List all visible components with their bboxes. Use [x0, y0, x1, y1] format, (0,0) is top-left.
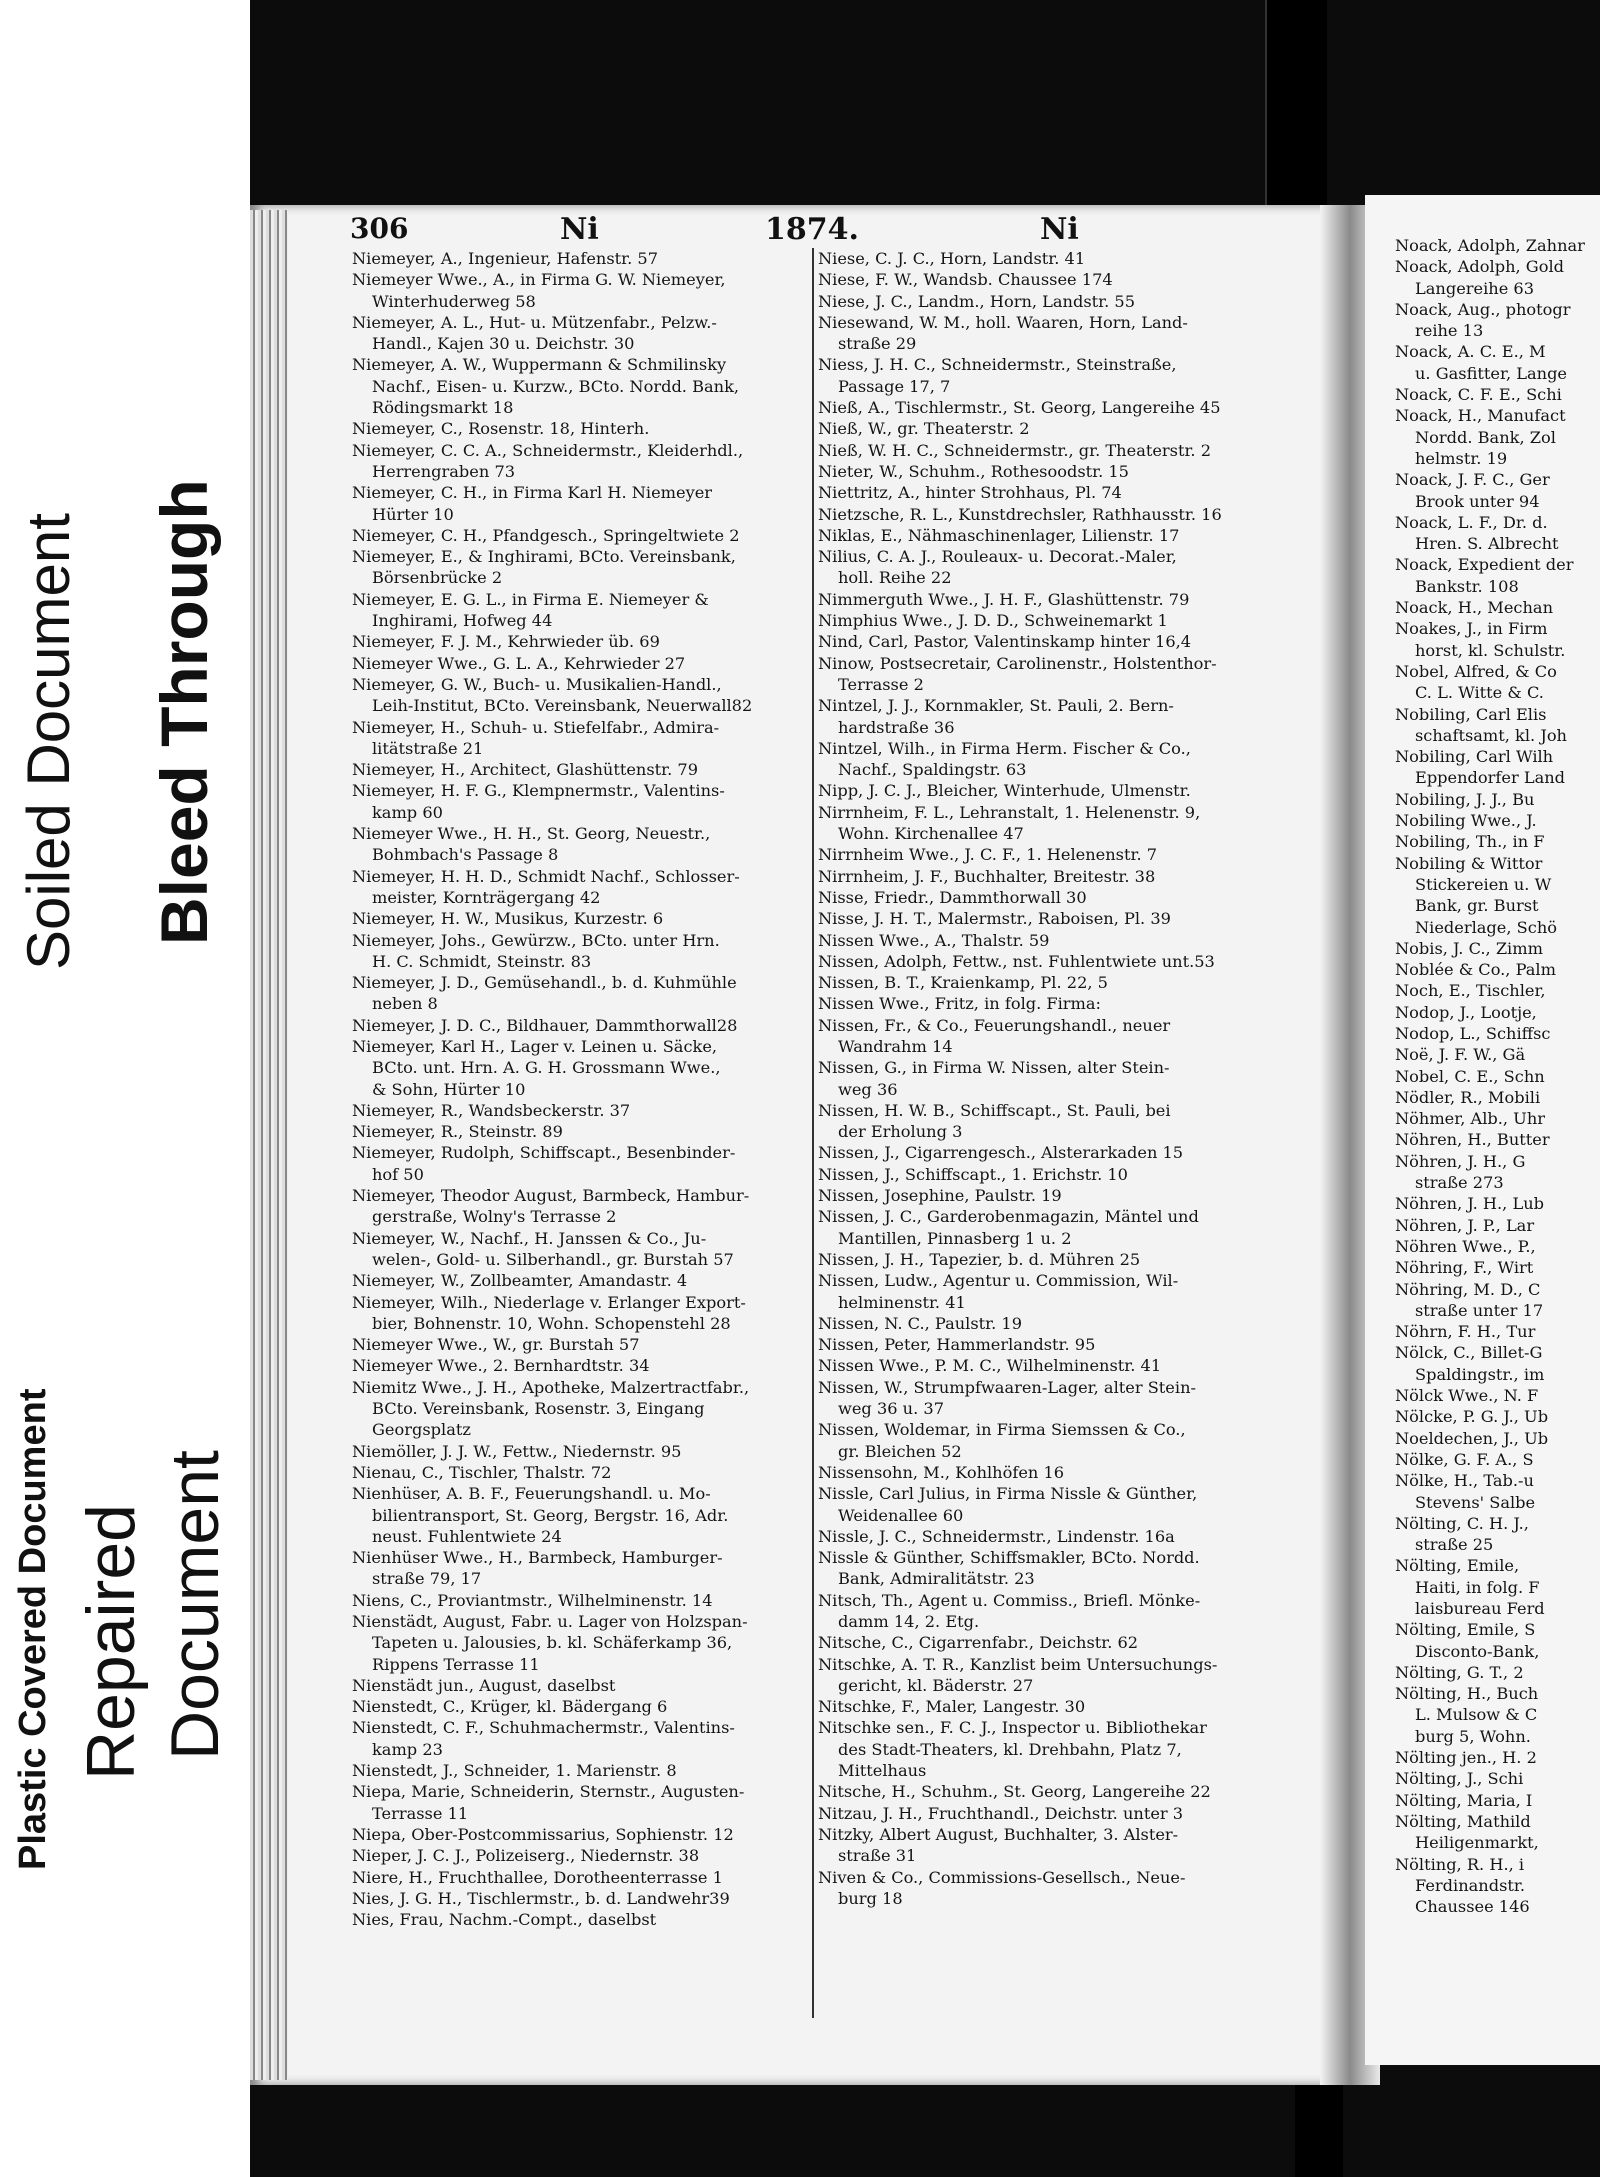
directory-entry-continuation: Nachf., Eisen- u. Kurzw., BCto. Nordd. Bank,	[372, 376, 740, 396]
directory-entry: Noack, Aug., photogr	[1395, 299, 1571, 319]
directory-entry: Nitschke, A. T. R., Kanzlist beim Untersuchungs-	[818, 1654, 1218, 1674]
directory-entry: Nilius, C. A. J., Rouleaux- u. Decorat.-Maler,	[818, 547, 1177, 567]
directory-entry-continuation: Börsenbrücke 2	[372, 568, 503, 588]
directory-entry: Niemeyer, C., Rosenstr. 18, Hinterh.	[352, 419, 650, 439]
directory-entry: Nissle, J. C., Schneidermstr., Lindenstr. 16a	[818, 1526, 1175, 1546]
directory-entry: Noack, H., Mechan	[1395, 598, 1554, 618]
directory-entry: Niemeyer, A., Ingenieur, Hafenstr. 57	[352, 249, 658, 268]
directory-entry-continuation: Hren. S. Albrecht	[1415, 534, 1559, 554]
directory-entry: Niemeyer, E., & Inghirami, BCto. Vereinsbank,	[352, 547, 736, 567]
directory-entry: Noack, Adolph, Zahnar	[1395, 236, 1585, 255]
directory-entry: Nobiling, Th., in F	[1395, 832, 1545, 852]
directory-entry: Nobiling Wwe., J.	[1395, 811, 1537, 831]
directory-entry: Nissen, J. H., Tapezier, b. d. Mühren 25	[818, 1249, 1141, 1269]
binder-clip-top	[1265, 0, 1327, 210]
directory-entry-continuation: Ferdinandstr.	[1415, 1875, 1525, 1895]
directory-entry: Nölting, Mathild	[1395, 1811, 1531, 1831]
directory-entry: Nissen Wwe., Fritz, in folg. Firma:	[818, 994, 1102, 1014]
directory-entry-continuation: helminenstr. 41	[838, 1292, 966, 1312]
header-right-tag: Ni	[1040, 212, 1079, 247]
directory-column-middle	[818, 248, 1288, 2048]
column-divider	[812, 248, 814, 2018]
directory-entry: Noack, H., Manufact	[1395, 406, 1566, 426]
directory-entry: Nissen, N. C., Paulstr. 19	[818, 1313, 1022, 1333]
directory-entry-continuation: bilientransport, St. Georg, Bergstr. 16, Adr.	[372, 1505, 729, 1525]
directory-entry: Nobiling, Carl Elis	[1395, 704, 1547, 724]
directory-entry: Nodop, J., Lootje,	[1395, 1002, 1537, 1022]
directory-entry: Nölting, C. H. J.,	[1395, 1513, 1529, 1533]
directory-entry-continuation: des Stadt-Theaters, kl. Drehbahn, Platz 7,	[838, 1739, 1182, 1759]
directory-entry: Nodop, L., Schiffsc	[1395, 1023, 1551, 1043]
directory-entry: Nintzel, J. J., Kornmakler, St. Pauli, 2. Bern-	[818, 696, 1174, 716]
directory-entry: Niemeyer, W., Zollbeamter, Amandastr. 4	[352, 1271, 688, 1291]
directory-entry: Niemeyer, Wilh., Niederlage v. Erlanger Export-	[352, 1292, 746, 1312]
directory-entry: Nöhrn, F. H., Tur	[1395, 1322, 1536, 1342]
directory-entry: Nisse, J. H. T., Malermstr., Raboisen, Pl. 39	[818, 909, 1171, 929]
directory-entry-continuation: litätstraße 21	[372, 738, 484, 758]
directory-entry-continuation: Mantillen, Pinnasberg 1 u. 2	[838, 1228, 1072, 1248]
page-number: 306	[350, 212, 409, 245]
directory-entry: Niemeyer, G. W., Buch- u. Musikalien-Handl.,	[352, 674, 722, 694]
directory-entry: Nienstädt jun., August, daselbst	[352, 1675, 616, 1695]
directory-entry: Niemeyer, Rudolph, Schiffscapt., Besenbinder-	[352, 1143, 736, 1163]
directory-entry-continuation: straße unter 17	[1415, 1300, 1544, 1320]
directory-entry: Niemeyer, W., Nachf., H. Janssen & Co., Ju-	[352, 1228, 707, 1248]
directory-entry: Nissle & Günther, Schiffsmakler, BCto. Nordd.	[818, 1548, 1200, 1568]
directory-entry-continuation: straße 273	[1415, 1173, 1504, 1193]
directory-entry-continuation: Winterhuderweg 58	[372, 291, 536, 311]
directory-entry: Niemeyer, A. W., Wuppermann & Schmilinsky	[352, 355, 727, 375]
directory-entry-continuation: Bohmbach's Passage 8	[372, 845, 559, 865]
directory-column-left	[352, 248, 810, 2048]
directory-entry-continuation: H. C. Schmidt, Steinstr. 83	[372, 951, 592, 971]
directory-entry: Nissen, Ludw., Agentur u. Commission, Wil-	[818, 1271, 1179, 1291]
directory-entry-continuation: schaftsamt, kl. Joh	[1415, 725, 1567, 745]
directory-entry: Niemeyer, Theodor August, Barmbeck, Hambur-	[352, 1186, 750, 1206]
directory-entry: Niemeyer Wwe., G. L. A., Kehrwieder 27	[352, 653, 686, 673]
directory-entry: Nölting, J., Schi	[1395, 1769, 1524, 1789]
directory-entry: Niettritz, A., hinter Strohhaus, Pl. 74	[818, 483, 1122, 503]
directory-entry-continuation: L. Mulsow & C	[1415, 1705, 1538, 1725]
directory-entry-continuation: Disconto-Bank,	[1415, 1641, 1540, 1661]
directory-entry: Nieß, A., Tischlermstr., St. Georg, Langereihe 45	[818, 398, 1221, 418]
directory-entry: Noch, E., Tischler,	[1395, 981, 1546, 1001]
directory-entry: Noack, Adolph, Gold	[1395, 257, 1564, 277]
directory-entry: Nipp, J. C. J., Bleicher, Winterhude, Ulmenstr.	[818, 781, 1191, 801]
directory-entry-continuation: gr. Bleichen 52	[838, 1441, 962, 1461]
directory-entry-continuation: Niederlage, Schö	[1415, 917, 1557, 937]
directory-entry: Nobiling & Wittor	[1395, 853, 1543, 873]
directory-entry: Nitzky, Albert August, Buchhalter, 3. Alster-	[818, 1824, 1179, 1844]
directory-entry: Noë, J. F. W., Gä	[1395, 1045, 1526, 1065]
directory-entry: Niemeyer, A. L., Hut- u. Mützenfabr., Pelzw.-	[352, 312, 717, 332]
directory-entry-continuation: Eppendorfer Land	[1415, 768, 1566, 788]
directory-entry: Niemeyer, J. D. C., Bildhauer, Dammthorwall28	[352, 1015, 738, 1035]
directory-entry: Nissen, J., Cigarrengesch., Alsterarkaden 15	[818, 1143, 1184, 1163]
directory-entry-continuation: laisbureau Ferd	[1415, 1599, 1545, 1618]
directory-entry-continuation: BCto. unt. Hrn. A. G. H. Grossmann Wwe.,	[372, 1058, 721, 1078]
directory-entry: Nöhring, F., Wirt	[1395, 1258, 1534, 1278]
page-edges	[250, 210, 288, 2080]
directory-entry-continuation: neben 8	[372, 994, 438, 1014]
directory-entry-continuation: gericht, kl. Bäderstr. 27	[838, 1675, 1034, 1695]
directory-entry: Niemeyer, E. G. L., in Firma E. Niemeyer &	[352, 589, 709, 609]
directory-entry-continuation: Herrengraben 73	[372, 461, 516, 481]
directory-entry: Nölting, Emile, S	[1395, 1620, 1536, 1640]
directory-entry: Niemeyer, H., Schuh- u. Stiefelfabr., Admira-	[352, 717, 720, 737]
label-bleed-through: Bleed Through	[147, 479, 221, 945]
directory-entry: Nienau, C., Tischler, Thalstr. 72	[352, 1462, 612, 1482]
directory-entry: Nitschke, F., Maler, Langestr. 30	[818, 1697, 1086, 1717]
directory-entry: Ninow, Postsecretair, Carolinenstr., Holstenthor-	[818, 653, 1217, 673]
directory-entry-continuation: Leih-Institut, BCto. Vereinsbank, Neuerwall82	[372, 696, 753, 716]
directory-entry: Nietzsche, R. L., Kunstdrechsler, Rathhausstr. 16	[818, 504, 1222, 524]
directory-entry: Niese, C. J. C., Horn, Landstr. 41	[818, 249, 1086, 268]
directory-entry-continuation: Stickereien u. W	[1415, 874, 1552, 894]
directory-entry: Nitsche, H., Schuhm., St. Georg, Langereihe 22	[818, 1782, 1211, 1802]
directory-entry: Niess, J. H. C., Schneidermstr., Steinstraße,	[818, 355, 1177, 375]
directory-entry-continuation: Bankstr. 108	[1415, 576, 1519, 596]
directory-entry: Nöhren, J. P., Lar	[1395, 1215, 1535, 1235]
directory-entry: Niemeyer, Johs., Gewürzw., BCto. unter Hrn.	[352, 930, 720, 950]
directory-entry: Nölck, C., Billet-G	[1395, 1343, 1543, 1363]
directory-entry: Nöhren Wwe., P.,	[1395, 1236, 1536, 1256]
directory-entry-continuation: straße 25	[1415, 1535, 1494, 1555]
directory-entry-continuation: straße 31	[838, 1846, 917, 1866]
label-soiled-document: Soiled Document	[15, 513, 82, 970]
directory-entry: Nobis, J. C., Zimm	[1395, 938, 1543, 958]
directory-entry: Nissen, G., in Firma W. Nissen, alter Stein-	[818, 1058, 1170, 1078]
directory-entry: Noeldechen, J., Ub	[1395, 1428, 1549, 1448]
directory-entry: Niepa, Ober-Postcommissarius, Sophienstr. 12	[352, 1824, 734, 1844]
directory-entry: Nöhren, J. H., Lub	[1395, 1194, 1544, 1214]
page-header	[350, 212, 1280, 247]
directory-entry: Nölting jen., H. 2	[1395, 1748, 1537, 1768]
directory-entry: Noack, Expedient der	[1395, 555, 1574, 575]
directory-entry: Nimmerguth Wwe., J. H. F., Glashüttenstr. 79	[818, 589, 1190, 609]
directory-entry: Noack, J. F. C., Ger	[1395, 470, 1550, 490]
directory-entry: Nienstedt, C. F., Schuhmachermstr., Valentins-	[352, 1718, 735, 1738]
header-year: 1874.	[765, 212, 859, 247]
directory-entry-continuation: Stevens' Salbe	[1415, 1492, 1536, 1512]
directory-entry-continuation: Heiligenmarkt,	[1415, 1833, 1539, 1853]
directory-entry-continuation: welen-, Gold- u. Silberhandl., gr. Burstah 57	[372, 1249, 734, 1269]
directory-entry: Nöhring, M. D., C	[1395, 1279, 1541, 1299]
directory-entry-continuation: straße 79, 17	[372, 1569, 482, 1589]
directory-entry: Nölck Wwe., N. F	[1395, 1386, 1539, 1406]
directory-entry: Nöhren, J. H., G	[1395, 1151, 1526, 1171]
directory-column-right	[1395, 235, 1600, 2055]
directory-entry: Niven & Co., Commissions-Gesellsch., Neue-	[818, 1867, 1186, 1887]
directory-entry-continuation: bier, Bohnenstr. 10, Wohn. Schopenstehl 28	[372, 1313, 731, 1333]
directory-entry: Nissen, Woldemar, in Firma Siemssen & Co.,	[818, 1420, 1186, 1440]
directory-entry: Nissen Wwe., A., Thalstr. 59	[818, 930, 1050, 950]
directory-entry-continuation: horst, kl. Schulstr.	[1415, 640, 1566, 660]
directory-entry-continuation: Wohn. Kirchenallee 47	[838, 824, 1024, 844]
directory-entry: Nimphius Wwe., J. D. D., Schweinemarkt 1	[818, 611, 1168, 631]
directory-entry: Nissen, J. C., Garderobenmagazin, Mäntel und	[818, 1207, 1199, 1227]
directory-entry: Nölke, G. F. A., S	[1395, 1449, 1534, 1469]
directory-entry-continuation: Rippens Terrasse 11	[372, 1654, 540, 1674]
directory-entry-continuation: & Sohn, Hürter 10	[372, 1079, 526, 1099]
directory-entry-continuation: meister, Kornträgergang 42	[372, 887, 601, 907]
directory-entry-continuation: der Erholung 3	[838, 1122, 963, 1142]
directory-entry-continuation: weg 36 u. 37	[838, 1399, 945, 1419]
directory-entry: Nobiling, Carl Wilh	[1395, 747, 1554, 767]
directory-entry: Nödler, R., Mobili	[1395, 1087, 1541, 1107]
directory-entry-continuation: Nordd. Bank, Zol	[1415, 427, 1556, 447]
directory-entry: Niklas, E., Nähmaschinenlager, Lilienstr. 17	[818, 525, 1180, 545]
directory-entry-continuation: Hürter 10	[372, 504, 454, 524]
directory-entry: Nissen, H. W. B., Schiffscapt., St. Pauli, bei	[818, 1100, 1171, 1120]
directory-entry: Niemeyer Wwe., H. H., St. Georg, Neuestr.,	[352, 824, 711, 844]
directory-entry-continuation: Bank, gr. Burst	[1415, 896, 1539, 916]
label-plastic-covered: Plastic Covered Document	[12, 1388, 54, 1870]
directory-entry-continuation: BCto. Vereinsbank, Rosenstr. 3, Eingang	[372, 1399, 705, 1419]
directory-entry: Nieter, W., Schuhm., Rothesoodstr. 15	[818, 461, 1129, 481]
directory-entry: Nies, Frau, Nachm.-Compt., daselbst	[352, 1910, 657, 1930]
directory-entry: Nissen, J., Schiffscapt., 1. Erichstr. 10	[818, 1164, 1128, 1184]
directory-entry-continuation: reihe 13	[1415, 321, 1484, 341]
directory-entry: Niemeyer Wwe., W., gr. Burstah 57	[352, 1335, 640, 1355]
directory-entry: Nieper, J. C. J., Polizeiserg., Niedernstr. 38	[352, 1846, 700, 1866]
label-repaired: Repaired	[73, 1504, 149, 1780]
directory-entry-continuation: Brook unter 94	[1415, 491, 1540, 511]
directory-entry: Nölting, Emile,	[1395, 1556, 1520, 1576]
directory-entry: Niemeyer, C. C. A., Schneidermstr., Kleiderhdl.,	[352, 440, 744, 460]
directory-entry: Niese, F. W., Wandsb. Chaussee 174	[818, 270, 1113, 290]
directory-entry-continuation: C. L. Witte & C.	[1415, 683, 1544, 703]
directory-entry-continuation: Weidenallee 60	[838, 1505, 964, 1525]
directory-entry-continuation: hof 50	[372, 1164, 424, 1184]
directory-entry: Nitsch, Th., Agent u. Commiss., Briefl. Mönke-	[818, 1590, 1201, 1610]
directory-entry: Niemeyer, R., Wandsbeckerstr. 37	[352, 1100, 631, 1120]
directory-entry-continuation: u. Gasfitter, Lange	[1415, 363, 1568, 383]
directory-entry: Nitsche, C., Cigarrenfabr., Deichstr. 62	[818, 1633, 1139, 1653]
directory-entry: Niemeyer, H., Architect, Glashüttenstr. 79	[352, 760, 699, 780]
directory-entry-continuation: burg 5, Wohn.	[1415, 1726, 1531, 1746]
directory-entry-continuation: Handl., Kajen 30 u. Deichstr. 30	[372, 334, 635, 354]
directory-entry: Nissen, Adolph, Fettw., nst. Fuhlentwiete unt.53	[818, 951, 1215, 971]
directory-entry-continuation: neust. Fuhlentwiete 24	[372, 1526, 562, 1546]
directory-entry: Niens, C., Proviantmstr., Wilhelminenstr. 14	[352, 1590, 713, 1610]
directory-entry: Niemitz Wwe., J. H., Apotheke, Malzertractfabr.,	[352, 1377, 750, 1397]
directory-entry-continuation: burg 18	[838, 1888, 903, 1908]
directory-entry-continuation: Tapeten u. Jalousies, b. kl. Schäferkamp 36,	[372, 1633, 733, 1653]
directory-entry: Nissle, Carl Julius, in Firma Nissle & Günther,	[818, 1484, 1198, 1504]
directory-entry: Niemeyer Wwe., 2. Bernhardtstr. 34	[352, 1356, 650, 1376]
directory-entry-continuation: Passage 17, 7	[838, 376, 951, 396]
directory-entry-continuation: kamp 23	[372, 1739, 443, 1759]
directory-entry: Nienhüser, A. B. F., Feuerungshandl. u. Mo-	[352, 1484, 711, 1504]
directory-entry: Nobel, C. E., Schn	[1395, 1066, 1545, 1086]
directory-entry-continuation: holl. Reihe 22	[838, 568, 952, 588]
directory-entry: Nienstedt, J., Schneider, 1. Marienstr. 8	[352, 1761, 677, 1781]
directory-entry: Nienhüser Wwe., H., Barmbeck, Hamburger-	[352, 1548, 723, 1568]
directory-entry: Niepa, Marie, Schneiderin, Sternstr., Augusten-	[352, 1782, 745, 1802]
directory-entry: Nissen, W., Strumpfwaaren-Lager, alter Stein-	[818, 1377, 1196, 1397]
directory-entry-continuation: Nachf., Spaldingstr. 63	[838, 760, 1027, 780]
directory-entry-continuation: Langereihe 63	[1415, 278, 1535, 298]
directory-entry: Noblée & Co., Palm	[1395, 960, 1556, 980]
directory-entry: Niesewand, W. M., holl. Waaren, Horn, Land-	[818, 312, 1188, 332]
directory-entry: Niemeyer, H. W., Musikus, Kurzestr. 6	[352, 909, 664, 929]
directory-entry: Niemeyer, Karl H., Lager v. Leinen u. Säcke,	[352, 1036, 718, 1056]
directory-entry-continuation: Inghirami, Hofweg 44	[372, 611, 553, 631]
directory-entry: Niemeyer, C. H., in Firma Karl H. Niemeyer	[352, 483, 713, 503]
directory-entry: Niemeyer, R., Steinstr. 89	[352, 1122, 563, 1142]
directory-entry: Noack, L. F., Dr. d.	[1395, 512, 1548, 532]
directory-entry: Niemeyer, J. D., Gemüsehandl., b. d. Kuhmühle	[352, 973, 737, 993]
directory-entry-continuation: damm 14, 2. Etg.	[838, 1612, 980, 1631]
directory-entry: Nind, Carl, Pastor, Valentinskamp hinter 16,4	[818, 632, 1192, 652]
directory-entry: Nölting, G. T., 2	[1395, 1662, 1524, 1682]
directory-entry: Nissen, Peter, Hammerlandstr. 95	[818, 1335, 1096, 1355]
directory-entry: Nirrnheim Wwe., J. C. F., 1. Helenenstr. 7	[818, 845, 1158, 865]
directory-entry: Nieß, W., gr. Theaterstr. 2	[818, 419, 1030, 439]
directory-entry: Nölke, H., Tab.-u	[1395, 1471, 1534, 1491]
directory-entry-continuation: Chaussee 146	[1415, 1897, 1530, 1917]
directory-entry: Niemeyer, H. F. G., Klempnermstr., Valentins-	[352, 781, 725, 801]
directory-entry: Nölting, H., Buch	[1395, 1684, 1539, 1704]
directory-entry: Nissen, B. T., Kraienkamp, Pl. 22, 5	[818, 973, 1108, 993]
directory-entry: Niemeyer, F. J. M., Kehrwieder üb. 69	[352, 632, 660, 652]
directory-entry-continuation: Haiti, in folg. F	[1415, 1577, 1540, 1597]
directory-entry-continuation: gerstraße, Wolny's Terrasse 2	[372, 1207, 617, 1227]
directory-entry: Nitzau, J. H., Fruchthandl., Deichstr. unter 3	[818, 1803, 1184, 1823]
directory-entry: Niemeyer Wwe., A., in Firma G. W. Niemeyer,	[352, 270, 726, 290]
directory-entry: Niere, H., Fruchthallee, Dorotheenterrasse 1	[352, 1867, 723, 1887]
directory-entry: Niemöller, J. J. W., Fettw., Niedernstr. 95	[352, 1441, 682, 1461]
directory-entry: Nitschke sen., F. C. J., Inspector u. Bibliothekar	[818, 1718, 1207, 1738]
directory-entry: Noack, C. F. E., Schi	[1395, 385, 1562, 405]
directory-entry: Nintzel, Wilh., in Firma Herm. Fischer & Co.,	[818, 738, 1191, 758]
directory-entry: Nissensohn, M., Kohlhöfen 16	[818, 1462, 1065, 1482]
directory-entry-continuation: hardstraße 36	[838, 717, 955, 737]
directory-entry: Nobiling, J. J., Bu	[1395, 789, 1535, 809]
directory-entry-continuation: Georgsplatz	[372, 1420, 471, 1440]
directory-entry: Nissen, Fr., & Co., Feuerungshandl., neuer	[818, 1015, 1171, 1035]
directory-entry-continuation: kamp 60	[372, 802, 443, 822]
directory-entry: Nies, J. G. H., Tischlermstr., b. d. Landwehr39	[352, 1888, 730, 1908]
directory-entry: Nisse, Friedr., Dammthorwall 30	[818, 887, 1087, 907]
directory-entry: Niemeyer, H. H. D., Schmidt Nachf., Schlosser-	[352, 866, 740, 886]
directory-entry-continuation: Terrasse 11	[372, 1803, 469, 1823]
directory-entry: Nienstedt, C., Krüger, kl. Bädergang 6	[352, 1697, 668, 1717]
directory-entry: Nöhren, H., Butter	[1395, 1130, 1550, 1150]
directory-entry-continuation: Rödingsmarkt 18	[372, 398, 514, 418]
directory-entry: Noakes, J., in Firm	[1395, 619, 1548, 639]
directory-entry-continuation: helmstr. 19	[1415, 448, 1508, 468]
directory-entry: Niemeyer, C. H., Pfandgesch., Springeltwiete 2	[352, 525, 740, 545]
directory-entry: Nissen, Josephine, Paulstr. 19	[818, 1186, 1062, 1206]
directory-entry-continuation: weg 36	[838, 1079, 898, 1099]
label-repaired-document: Document	[157, 1450, 233, 1760]
directory-entry: Nöhmer, Alb., Uhr	[1395, 1109, 1545, 1129]
directory-entry-continuation: Bank, Admiralitätstr. 23	[838, 1569, 1035, 1589]
directory-entry-continuation: straße 29	[838, 334, 917, 354]
directory-entry-continuation: Wandrahm 14	[838, 1036, 953, 1056]
directory-entry: Nirrnheim, F. L., Lehranstalt, 1. Helenenstr. 9,	[818, 802, 1201, 822]
directory-entry: Nölcke, P. G. J., Ub	[1395, 1407, 1549, 1427]
directory-entry: Nölting, R. H., i	[1395, 1854, 1525, 1874]
directory-entry: Nieß, W. H. C., Schneidermstr., gr. Theaterstr. 2	[818, 440, 1212, 460]
directory-entry: Noack, A. C. E., M	[1395, 342, 1546, 362]
directory-entry: Nirrnheim, J. F., Buchhalter, Breitestr. 38	[818, 866, 1156, 886]
directory-entry: Nobel, Alfred, & Co	[1395, 661, 1557, 681]
directory-entry-continuation: Terrasse 2	[838, 674, 924, 694]
directory-entry: Nölting, Maria, I	[1395, 1790, 1533, 1810]
directory-entry: Nienstädt, August, Fabr. u. Lager von Holzspan-	[352, 1612, 748, 1631]
directory-entry: Niese, J. C., Landm., Horn, Landstr. 55	[818, 291, 1136, 311]
header-left-tag: Ni	[560, 212, 599, 247]
directory-entry-continuation: Spaldingstr., im	[1415, 1364, 1545, 1384]
directory-entry-continuation: Mittelhaus	[838, 1761, 927, 1781]
directory-entry: Nissen Wwe., P. M. C., Wilhelminenstr. 41	[818, 1356, 1162, 1376]
